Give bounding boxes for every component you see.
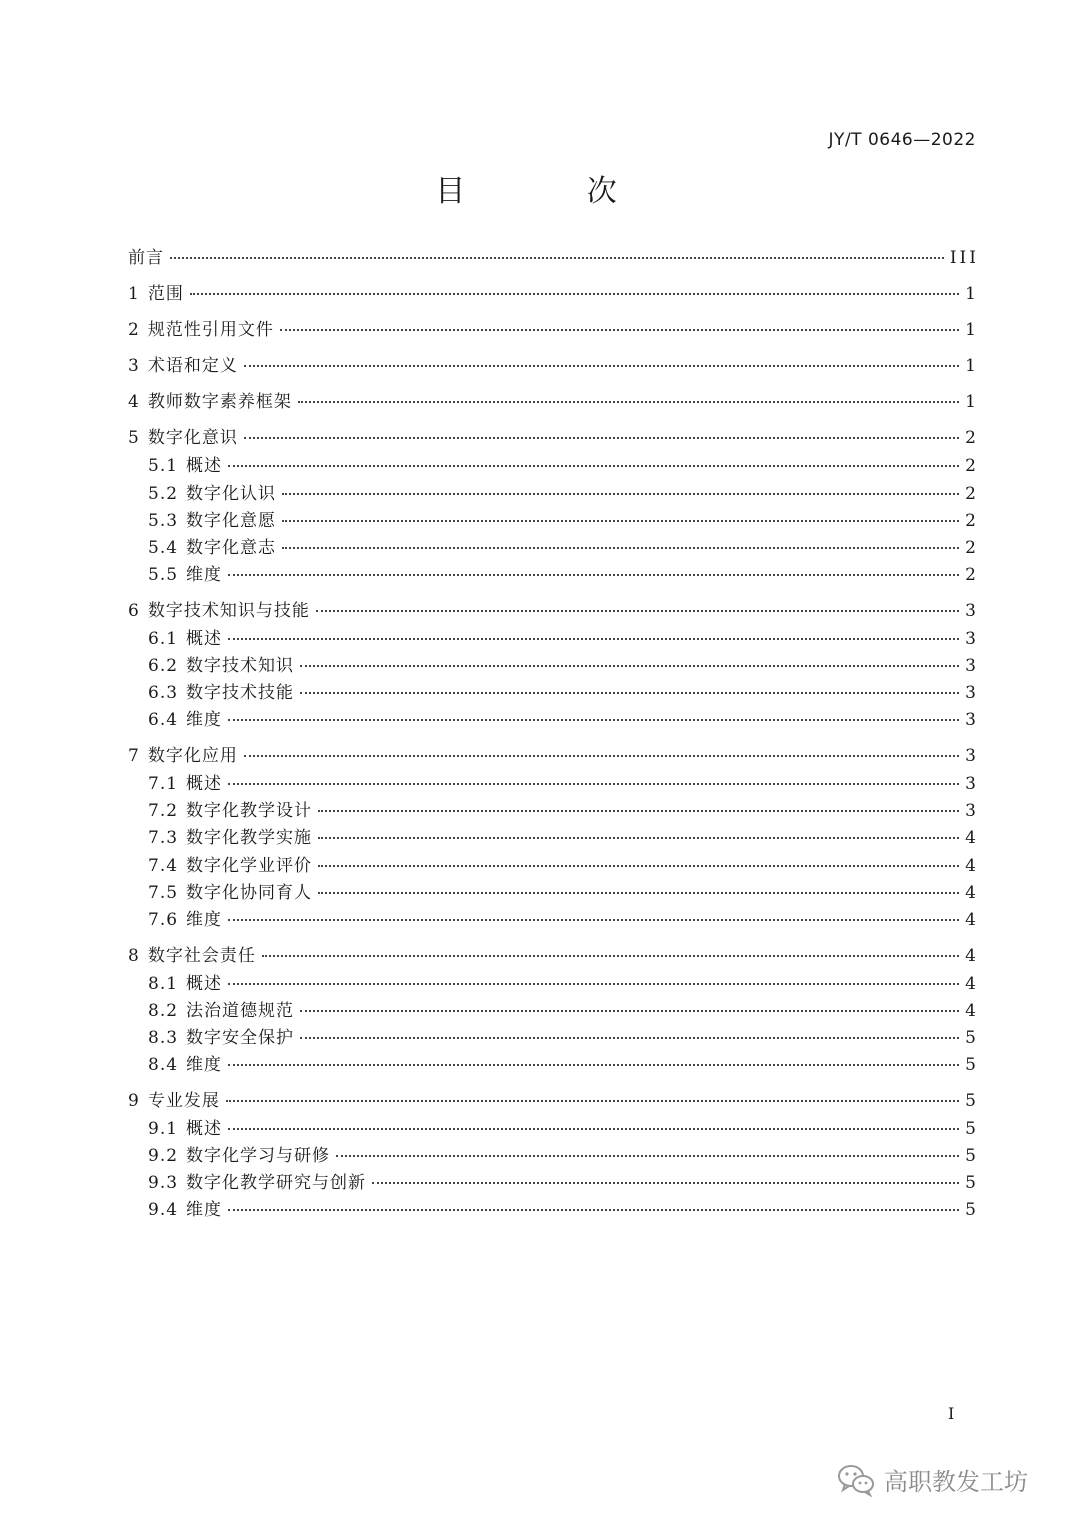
- watermark-text: 高职教发工坊: [884, 1468, 1028, 1496]
- toc-entry-page: 1: [965, 392, 979, 412]
- toc-entry-number: 7.4: [148, 856, 179, 876]
- toc-entry-title: 维度: [186, 910, 223, 930]
- toc-entry-page: 5: [965, 1091, 979, 1111]
- toc-dot-leader: [228, 638, 959, 640]
- standard-number: JY/T 0646—2022: [828, 130, 976, 150]
- toc-entry-number: 8.1: [148, 974, 179, 994]
- toc-entry-page: 5: [965, 1146, 979, 1166]
- toc-entry-number: 9: [128, 1091, 140, 1111]
- toc-dot-leader: [318, 810, 959, 812]
- toc-entry-number: 6.3: [148, 683, 179, 703]
- toc-entry-title: 数字安全保护: [186, 1028, 295, 1048]
- toc-entry-title: 数字化意识: [147, 428, 238, 448]
- toc-entry-page: 2: [965, 456, 979, 476]
- toc-entry: [128, 1055, 979, 1075]
- toc-dot-leader: [244, 437, 959, 439]
- toc-entry-title: 数字化学习与研修: [186, 1146, 331, 1166]
- toc-dot-leader: [300, 692, 959, 694]
- toc-dot-leader: [228, 919, 959, 921]
- toc-dot-leader: [228, 465, 959, 467]
- toc-entry-title: 术语和定义: [147, 356, 238, 376]
- toc-dot-leader: [228, 1128, 959, 1130]
- watermark: [836, 1462, 1028, 1497]
- toc-entry-number: 8: [128, 946, 140, 966]
- toc-entry: [128, 746, 979, 766]
- toc-entry-number: 5.3: [148, 511, 179, 531]
- toc-entry-page: 2: [965, 428, 979, 448]
- toc-entry-page: 1: [965, 356, 979, 376]
- toc-entry-title: 概述: [186, 629, 223, 649]
- toc-dot-leader: [336, 1155, 959, 1157]
- toc-entry: [128, 1028, 979, 1048]
- toc-entry: [128, 1001, 979, 1021]
- toc-entry-number: 8.4: [148, 1055, 179, 1075]
- toc-entry-number: 7.6: [148, 910, 179, 930]
- toc-entry-page: 4: [965, 856, 979, 876]
- toc-dot-leader: [244, 755, 959, 757]
- toc-entry: [128, 511, 979, 531]
- toc-entry-page: 5: [965, 1119, 979, 1139]
- toc-entry-number: 6: [128, 601, 140, 621]
- toc-entry: [128, 801, 979, 821]
- toc-entry-title: 数字化教学研究与创新: [186, 1173, 367, 1193]
- toc-entry-number: 7.1: [148, 774, 179, 794]
- toc-entry: [128, 601, 979, 621]
- toc-entry: [128, 828, 979, 848]
- toc-entry-page: 3: [965, 656, 979, 676]
- toc-entry-page: 3: [965, 801, 979, 821]
- toc-entry-title: 前言: [128, 248, 164, 268]
- toc-entry-title: 数字技术知识: [186, 656, 295, 676]
- toc-entry: [128, 1119, 979, 1139]
- toc-entry-title: 维度: [186, 1200, 223, 1220]
- toc-entry-number: 7.5: [148, 883, 179, 903]
- toc-entry-number: 6.1: [148, 629, 179, 649]
- toc-entry-title: 专业发展: [147, 1091, 220, 1111]
- toc-entry-title: 数字化教学设计: [186, 801, 313, 821]
- toc-dot-leader: [244, 365, 959, 367]
- toc-entry-number: 8.3: [148, 1028, 179, 1048]
- toc-entry-number: 2: [128, 320, 140, 340]
- toc-entry-title: 数字化意愿: [186, 511, 277, 531]
- toc-entry-page: 4: [965, 910, 979, 930]
- toc-dot-leader: [318, 892, 959, 894]
- toc-dot-leader: [298, 401, 959, 403]
- toc-entry-number: 9.4: [148, 1200, 179, 1220]
- toc-entry-page: 1: [965, 320, 979, 340]
- toc-entry: [128, 356, 979, 376]
- toc-entry-page: 4: [965, 1001, 979, 1021]
- toc-entry: [128, 1173, 979, 1193]
- toc-dot-leader: [228, 574, 959, 576]
- toc-dot-leader: [282, 493, 959, 495]
- toc-entry: [128, 656, 979, 676]
- toc-entry-page: 2: [965, 484, 979, 504]
- toc-entry-number: 9.2: [148, 1146, 179, 1166]
- toc-entry-page: 4: [965, 828, 979, 848]
- toc-dot-leader: [282, 520, 959, 522]
- toc-entry: [128, 774, 979, 794]
- page-title: 目 次: [435, 174, 673, 209]
- toc-entry: [128, 910, 979, 930]
- toc-dot-leader: [282, 547, 959, 549]
- toc-entry: [128, 284, 979, 304]
- toc-entry: [128, 484, 979, 504]
- toc-entry-page: 3: [965, 629, 979, 649]
- toc-entry-page: 3: [965, 774, 979, 794]
- toc-entry-page: 5: [965, 1028, 979, 1048]
- toc-entry-page: 3: [965, 746, 979, 766]
- toc-entry-title: 概述: [186, 774, 223, 794]
- toc-entry: [128, 320, 979, 340]
- toc-entry-number: 7.2: [148, 801, 179, 821]
- toc-dot-leader: [228, 783, 959, 785]
- toc-entry-page: 3: [965, 601, 979, 621]
- toc-entry: [128, 629, 979, 649]
- toc-entry-number: 7.3: [148, 828, 179, 848]
- toc-entry-page: 3: [965, 710, 979, 730]
- toc-entry-title: 范围: [147, 284, 184, 304]
- toc-entry-title: 概述: [186, 456, 223, 476]
- toc-entry-title: 数字化意志: [186, 538, 277, 558]
- toc-entry-number: 5.4: [148, 538, 179, 558]
- toc-entry-title: 数字化教学实施: [186, 828, 313, 848]
- toc-entry-number: 5.1: [148, 456, 179, 476]
- toc-dot-leader: [228, 719, 959, 721]
- toc-entry-title: 数字技术知识与技能: [147, 601, 310, 621]
- toc-dot-leader: [372, 1182, 959, 1184]
- toc-dot-leader: [300, 1037, 959, 1039]
- toc-entry: [128, 683, 979, 703]
- toc-entry-title: 数字技术技能: [186, 683, 295, 703]
- page-number: I: [948, 1404, 955, 1423]
- toc-entry-title: 概述: [186, 974, 223, 994]
- toc-entry-number: 5.2: [148, 484, 179, 504]
- toc-dot-leader: [262, 955, 959, 957]
- toc-entry-page: 2: [965, 538, 979, 558]
- toc-entry-page: 4: [965, 883, 979, 903]
- toc-entry-number: 5: [128, 428, 140, 448]
- toc-entry: [128, 946, 979, 966]
- toc-entry: [128, 1200, 979, 1220]
- toc-dot-leader: [228, 1209, 959, 1211]
- toc-entry: [128, 565, 979, 585]
- toc-entry-number: 3: [128, 356, 140, 376]
- toc-dot-leader: [280, 329, 959, 331]
- toc-entry-page: 2: [965, 511, 979, 531]
- toc-entry: [128, 428, 979, 448]
- toc-entry-page: III: [949, 248, 979, 268]
- toc-entry-title: 维度: [186, 1055, 223, 1075]
- toc-dot-leader: [228, 983, 959, 985]
- toc-entry-page: 4: [965, 946, 979, 966]
- toc-entry-number: 7: [128, 746, 140, 766]
- toc-entry-title: 数字化学业评价: [186, 856, 313, 876]
- toc-entry-title: 数字化协同育人: [186, 883, 313, 903]
- toc-entry: [128, 248, 979, 268]
- toc-dot-leader: [316, 610, 959, 612]
- toc-entry: [128, 392, 979, 412]
- toc-entry: [128, 856, 979, 876]
- toc-dot-leader: [170, 257, 944, 259]
- toc-entry-number: 6.4: [148, 710, 179, 730]
- toc-entry-number: 8.2: [148, 1001, 179, 1021]
- toc-entry: [128, 456, 979, 476]
- toc-entry-page: 3: [965, 683, 979, 703]
- toc-entry: [128, 1146, 979, 1166]
- toc-entry-number: 5.5: [148, 565, 179, 585]
- toc-entry-title: 法治道德规范: [186, 1001, 295, 1021]
- wechat-icon: [836, 1463, 876, 1497]
- toc-entry-number: 1: [128, 284, 140, 304]
- toc-dot-leader: [226, 1100, 959, 1102]
- toc-entry-title: 数字社会责任: [147, 946, 256, 966]
- toc-dot-leader: [300, 1010, 959, 1012]
- toc-entry-page: 1: [965, 284, 979, 304]
- toc-entry-number: 4: [128, 392, 140, 412]
- toc-dot-leader: [300, 665, 959, 667]
- toc-entry: [128, 883, 979, 903]
- toc-entry-title: 教师数字素养框架: [147, 392, 292, 412]
- toc-entry-page: 5: [965, 1200, 979, 1220]
- toc-entry-title: 数字化认识: [186, 484, 277, 504]
- toc-entry: [128, 710, 979, 730]
- toc-entry: [128, 1091, 979, 1111]
- toc-entry-title: 维度: [186, 565, 223, 585]
- toc-entry-page: 5: [965, 1055, 979, 1075]
- toc-dot-leader: [190, 293, 959, 295]
- toc-entry-title: 维度: [186, 710, 223, 730]
- toc-dot-leader: [318, 865, 959, 867]
- toc-dot-leader: [228, 1064, 959, 1066]
- toc-entry-number: 6.2: [148, 656, 179, 676]
- toc-entry: [128, 974, 979, 994]
- toc-entry-number: 9.1: [148, 1119, 179, 1139]
- toc-entry-page: 2: [965, 565, 979, 585]
- toc-entry-number: 9.3: [148, 1173, 179, 1193]
- toc-entry-title: 概述: [186, 1119, 223, 1139]
- toc-entry-page: 4: [965, 974, 979, 994]
- toc-entry-title: 规范性引用文件: [147, 320, 274, 340]
- toc-entry-title: 数字化应用: [147, 746, 238, 766]
- toc-entry-page: 5: [965, 1173, 979, 1193]
- toc-entry: [128, 538, 979, 558]
- toc-dot-leader: [318, 837, 959, 839]
